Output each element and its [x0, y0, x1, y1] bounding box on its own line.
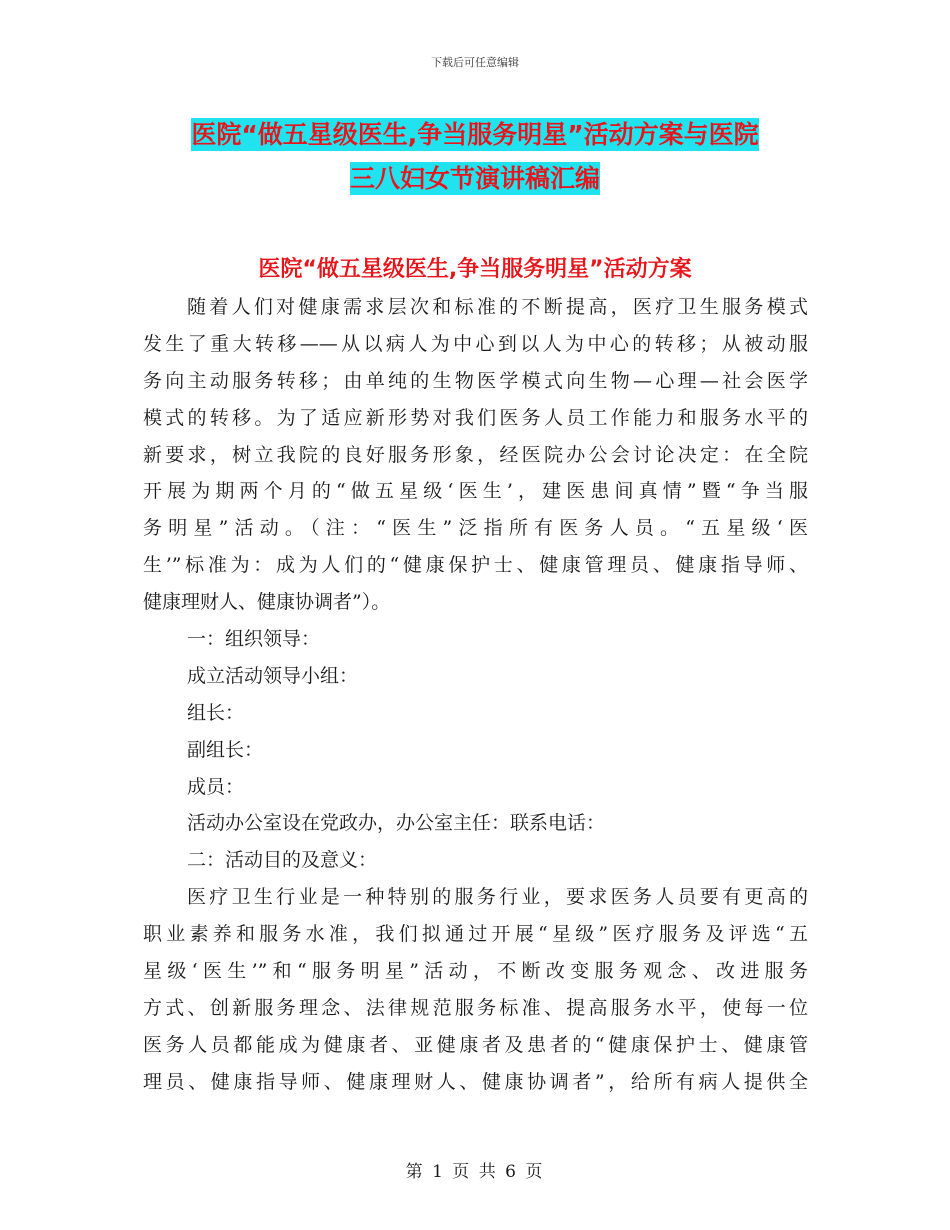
body-line: 模式的转移。为了适应新形势对我们医务人员工作能力和服务水平的 — [143, 406, 808, 429]
body-line: 医务人员都能成为健康者、亚健康者及患者的“健康保护士、健康管 — [143, 1033, 808, 1056]
body-line: 副组长： — [187, 738, 264, 761]
body-line: 随着人们对健康需求层次和标准的不断提高，医疗卫生服务模式 — [187, 296, 808, 318]
document-title-line-1 — [0, 115, 950, 151]
body-line: 方式、创新服务理念、法律规范服务标准、提高服务水平，使每一位 — [143, 996, 808, 1019]
body-line: 新要求，树立我院的良好服务形象，经医院办公会讨论决定：在全院 — [143, 443, 808, 466]
title-highlight: 三八妇女节演讲稿汇编 — [349, 164, 600, 193]
page-footer: 第 1 页 共 6 页 — [405, 1162, 545, 1182]
body-line: 成立活动领导小组： — [187, 664, 359, 687]
body-line: 成员： — [187, 775, 245, 798]
body-line: 开展为期两个月的“做五星级‘医生’，建医患间真情”暨“争当服 — [143, 480, 808, 503]
body-line: 活动办公室设在党政办，办公室主任：联系电话： — [187, 812, 606, 835]
body-line: 职业素养和服务水准，我们拟通过开展“星级”医疗服务及评选“五 — [143, 923, 808, 946]
section-title: 医院“做五星级医生,争当服务明星”活动方案 — [258, 257, 692, 282]
body-line: 医疗卫生行业是一种特别的服务行业，要求医务人员要有更高的 — [187, 886, 808, 909]
document-title-line-2 — [0, 159, 950, 195]
body-text — [143, 289, 808, 1101]
body-line: 发生了重大转移——从以病人为中心到以人为中心的转移；从被动服 — [143, 332, 808, 355]
body-line: 健康理财人、健康协调者”）。 — [143, 591, 391, 614]
body-line: 一：组织领导： — [187, 628, 321, 651]
body-line: 务向主动服务转移；由单纯的生物医学模式向生物—心理—社会医学 — [143, 369, 808, 392]
body-line: 二：活动目的及意义： — [187, 849, 378, 872]
body-line: 务明星”活动。（注：“医生”泛指所有医务人员。“五星级‘医 — [143, 517, 808, 540]
body-line: 星级‘医生’”和“服务明星”活动，不断改变服务观念、改进服务 — [143, 960, 808, 983]
body-line: 理员、健康指导师、健康理财人、健康协调者”，给所有病人提供全 — [143, 1070, 808, 1093]
body-line: 组长： — [187, 701, 245, 724]
page-header-note: 下载后可任意编辑 — [431, 56, 519, 69]
body-line: 生’”标准为：成为人们的“健康保护士、健康管理员、健康指导师、 — [143, 554, 808, 577]
title-highlight: 医院“做五星级医生,争当服务明星”活动方案与医院 — [191, 120, 759, 149]
